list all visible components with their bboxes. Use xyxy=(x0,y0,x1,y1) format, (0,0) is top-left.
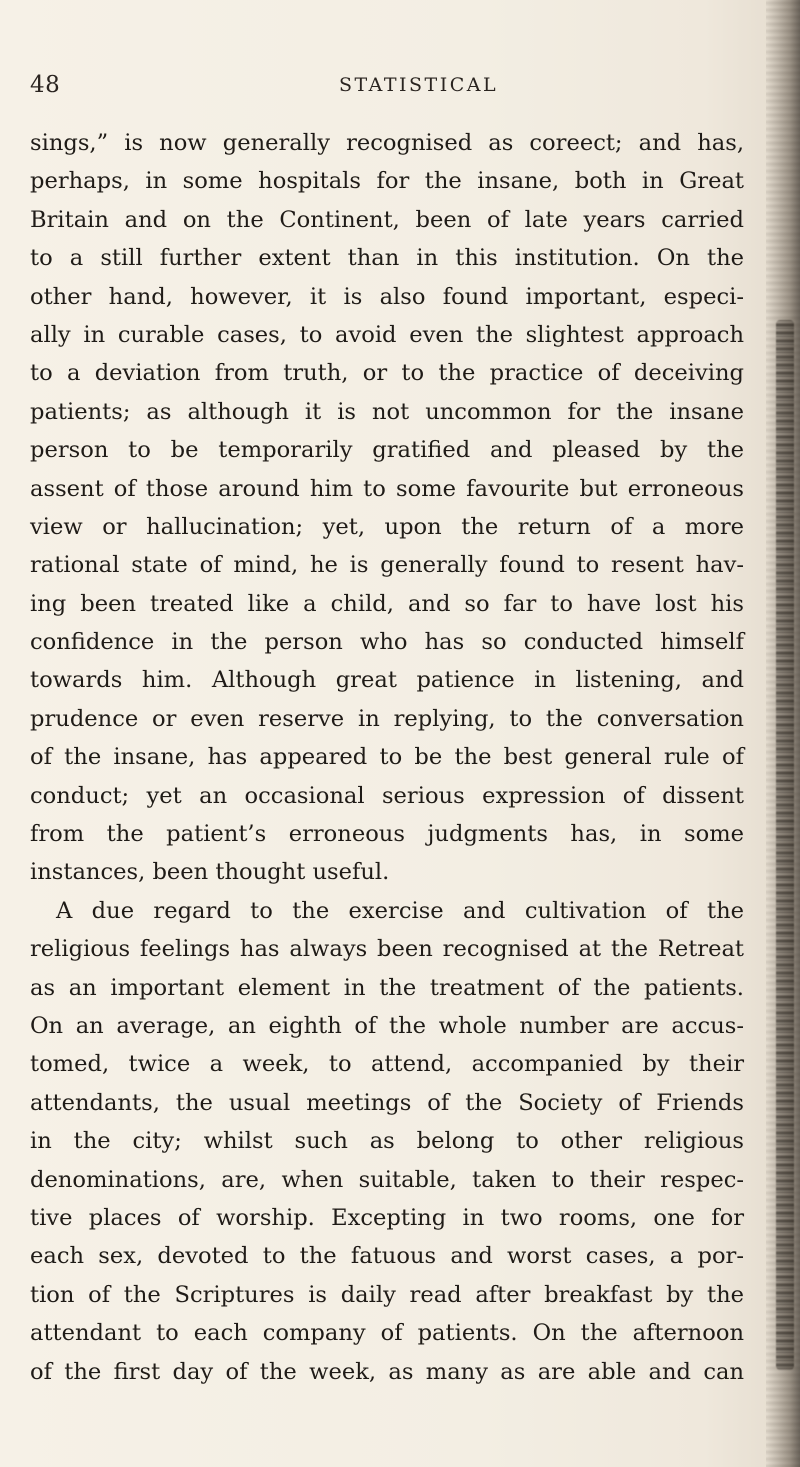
text-line: towards him. Although great patience in listening, and xyxy=(30,667,744,694)
book-binding-edge xyxy=(776,320,794,1370)
text-line: view or hallucination; yet, upon the return of a more xyxy=(30,513,744,540)
text-line: prudence or even reserve in replying, to the conversation xyxy=(30,705,744,732)
text-line: perhaps, in some hospitals for the insane, both in Great xyxy=(30,168,744,195)
text-line: of the insane, has appeared to be the best general rule of xyxy=(30,744,744,771)
paragraph-first-line: A due regard to the exercise and cultivation of the xyxy=(56,897,744,924)
text-line: religious feelings has always been recognised at the Retreat xyxy=(30,936,744,963)
text-line: confidence in the person who has so conducted himself xyxy=(30,629,744,656)
text-line: ally in curable cases, to avoid even the slightest approach xyxy=(30,321,744,348)
text-line: tomed, twice a week, to attend, accompanied by their xyxy=(30,1051,744,1078)
text-line: denominations, are, when suitable, taken to their respec- xyxy=(30,1166,744,1193)
text-line: of the first day of the week, as many as are able and can xyxy=(30,1358,744,1385)
paragraph-last-line: instances, been thought useful. xyxy=(30,859,390,886)
text-line: as an important element in the treatment of the patients. xyxy=(30,974,744,1001)
text-line: person to be temporarily gratified and pleased by the xyxy=(30,437,744,464)
text-line: other hand, however, it is also found important, especi- xyxy=(30,283,744,310)
text-line: On an average, an eighth of the whole number are accus- xyxy=(30,1012,744,1039)
text-line: tive places of worship. Excepting in two rooms, one for xyxy=(30,1204,744,1231)
text-line: Britain and on the Continent, been of late years carried xyxy=(30,206,744,233)
text-line: tion of the Scriptures is daily read after breakfast by the xyxy=(30,1281,744,1308)
text-line: to a deviation from truth, or to the practice of deceiving xyxy=(30,360,744,387)
running-title: STATISTICAL xyxy=(339,74,499,96)
text-line: each sex, devoted to the fatuous and worst cases, a por- xyxy=(30,1243,744,1270)
page-number: 48 xyxy=(30,72,61,98)
text-line: sings,” is now generally recognised as coreect; and has, xyxy=(30,130,744,156)
text-line: in the city; whilst such as belong to other religious xyxy=(30,1128,744,1155)
text-line: ing been treated like a child, and so far to have lost his xyxy=(30,590,744,617)
text-line: rational state of mind, he is generally found to resent hav- xyxy=(30,552,744,579)
text-line: attendants, the usual meetings of the Society of Friends xyxy=(30,1089,744,1116)
body-text xyxy=(30,124,744,1391)
text-line: assent of those around him to some favourite but erroneous xyxy=(30,475,744,502)
text-line: attendant to each company of patients. On the afternoon xyxy=(30,1320,744,1347)
text-line: from the patient’s erroneous judgments has, in some xyxy=(30,821,744,848)
text-line: to a still further extent than in this institution. On the xyxy=(30,245,744,272)
text-line: conduct; yet an occasional serious expression of dissent xyxy=(30,782,744,809)
running-head xyxy=(30,72,750,100)
text-line: patients; as although it is not uncommon for the insane xyxy=(30,398,744,425)
